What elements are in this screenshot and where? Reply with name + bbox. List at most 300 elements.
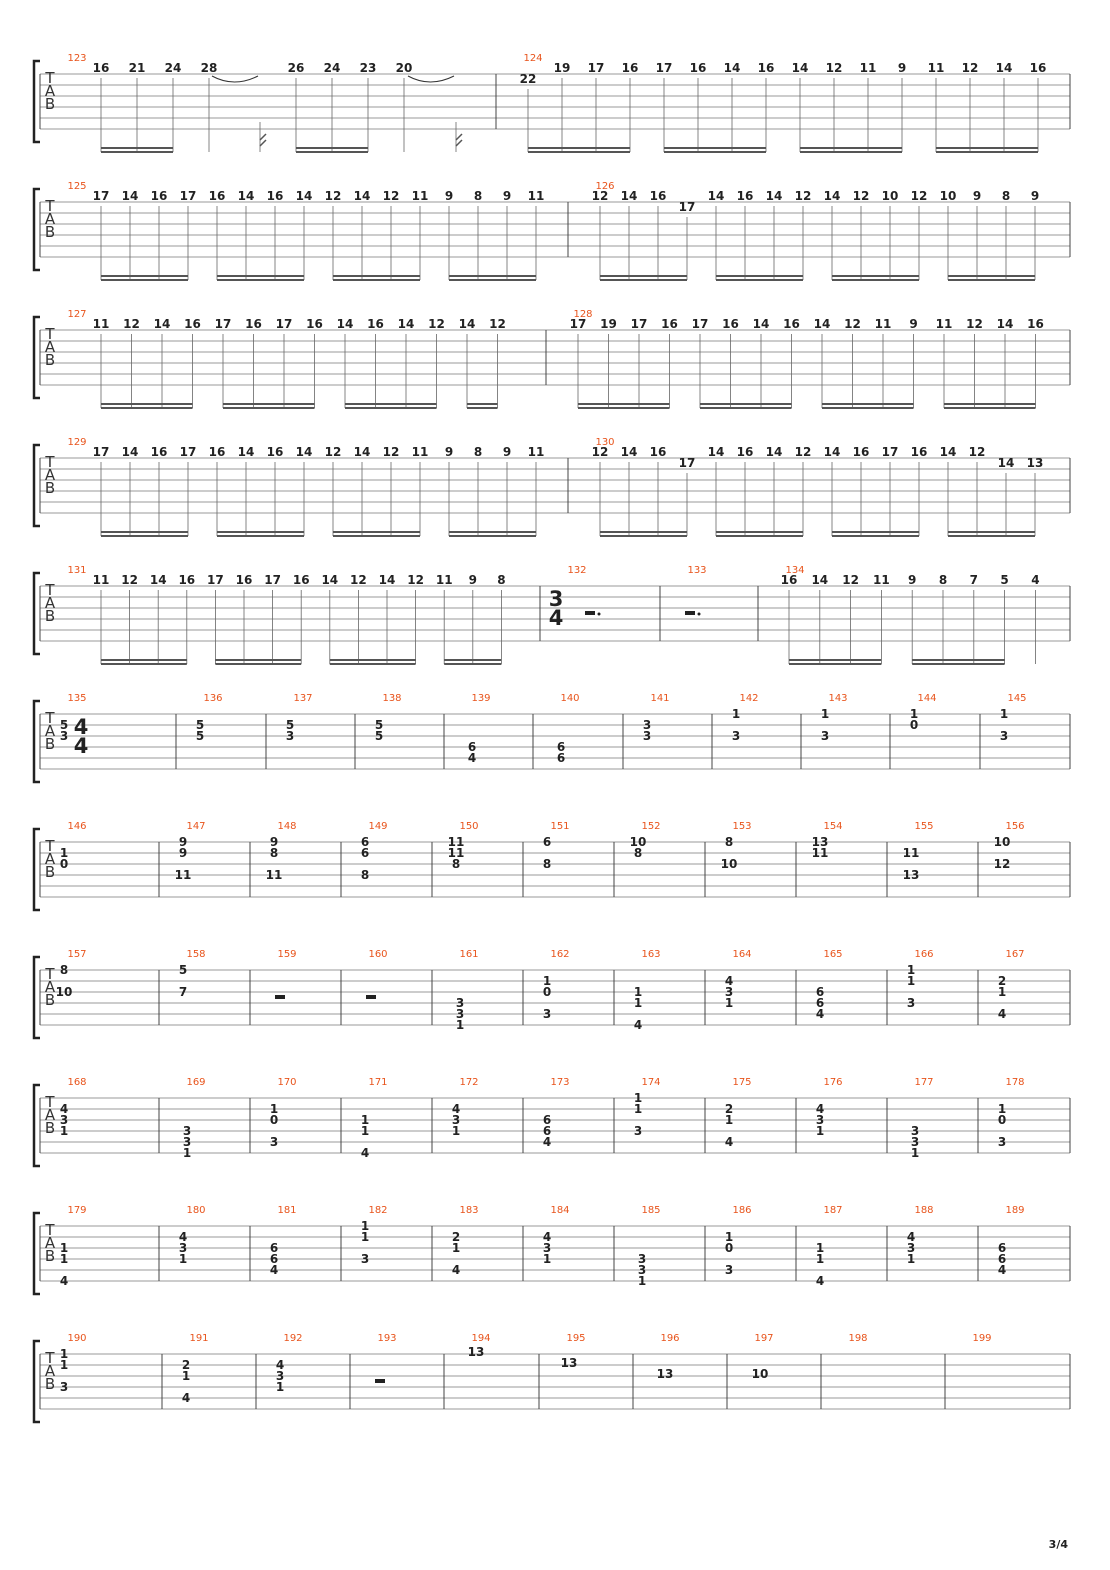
- beam: [700, 403, 792, 405]
- fret-number: 1: [360, 1219, 370, 1233]
- fret-number: 4: [724, 1135, 734, 1149]
- fret-number: 12: [842, 573, 859, 587]
- measure: [183, 1077, 206, 1160]
- beam: [832, 279, 919, 281]
- tab-clef-letter: B: [44, 479, 56, 497]
- measure: [60, 1333, 87, 1394]
- measure-number: 137: [293, 693, 313, 704]
- beam: [944, 407, 1036, 409]
- measure: [452, 1205, 479, 1277]
- measure: [452, 1077, 479, 1138]
- measure: [752, 1333, 774, 1381]
- fret-number: 11: [902, 846, 920, 860]
- fret-number: 26: [287, 61, 305, 75]
- measure-number: 128: [573, 309, 593, 320]
- beam: [215, 663, 301, 665]
- tab-system: [34, 53, 1070, 153]
- system-bracket: [34, 701, 40, 782]
- rest-symbol: [275, 995, 285, 999]
- measure-number: 151: [550, 821, 570, 832]
- time-signature-bottom: 4: [73, 734, 89, 758]
- fret-number: 14: [237, 445, 255, 459]
- beam: [700, 407, 792, 409]
- fret-number: 1: [815, 1124, 825, 1138]
- measure: [634, 949, 661, 1032]
- beam: [217, 535, 304, 537]
- measure-number: 140: [560, 693, 580, 704]
- beam: [600, 279, 687, 281]
- fret-number: 28: [200, 61, 218, 75]
- fret-number: 6: [815, 996, 825, 1010]
- measure-number: 184: [550, 1205, 570, 1216]
- fret-number: 4: [542, 1135, 552, 1149]
- fret-number: 12: [968, 445, 986, 459]
- measure-number: 193: [377, 1333, 397, 1344]
- beam: [948, 279, 1035, 281]
- measure: [361, 1077, 388, 1160]
- tab-clef-letter: A: [44, 338, 56, 356]
- fret-number: 8: [451, 857, 461, 871]
- fret-number: 3: [997, 1135, 1007, 1149]
- measure: [911, 1077, 934, 1160]
- fret-number: 3: [182, 1124, 192, 1138]
- fret-number: 1: [997, 1102, 1007, 1116]
- tab-system: [34, 693, 1070, 782]
- fret-number: 3: [455, 1007, 465, 1021]
- fret-number: 21: [128, 61, 146, 75]
- fret-number: 17: [92, 189, 110, 203]
- measure-number: 180: [186, 1205, 206, 1216]
- system-bracket: [34, 189, 40, 270]
- fret-number: 1: [906, 1252, 916, 1266]
- fret-number: 17: [179, 189, 197, 203]
- measure: [592, 437, 1044, 537]
- beam: [467, 403, 498, 405]
- fret-number: 7: [178, 985, 188, 999]
- fret-number: 10: [55, 985, 73, 999]
- measure-number: 143: [828, 693, 848, 704]
- fret-number: 9: [444, 445, 454, 459]
- beam: [217, 275, 304, 277]
- fret-number: 17: [678, 200, 696, 214]
- measure: [270, 1205, 297, 1277]
- tab-system: [34, 565, 1070, 665]
- measure-number: 132: [567, 565, 587, 576]
- fret-number: 9: [908, 573, 917, 587]
- fret-number: 3: [820, 729, 830, 743]
- beam: [832, 535, 919, 537]
- fret-number: 16: [736, 189, 754, 203]
- fret-number: 3: [633, 1124, 643, 1138]
- tab-clef-letter: A: [44, 722, 56, 740]
- beam: [600, 275, 687, 277]
- fret-number: 12: [123, 317, 140, 331]
- measure-number: 153: [732, 821, 752, 832]
- measure: [266, 821, 297, 882]
- fret-number: 6: [997, 1252, 1007, 1266]
- fret-number: 11: [92, 317, 110, 331]
- fret-number: 2: [997, 974, 1007, 988]
- system-bracket: [34, 445, 40, 526]
- tab-clef-letter: T: [45, 1221, 55, 1239]
- beam: [101, 407, 193, 409]
- measure-number: 149: [368, 821, 388, 832]
- measure: [638, 1205, 661, 1288]
- note-flag: [456, 134, 462, 146]
- fret-number: 16: [184, 317, 201, 331]
- measure-number: 171: [368, 1077, 388, 1088]
- tab-system: [34, 1333, 1070, 1422]
- fret-number: 8: [542, 857, 552, 871]
- beam: [936, 147, 1038, 149]
- measure: [361, 1205, 388, 1266]
- fret-number: 22: [519, 72, 537, 86]
- measure-number: 159: [277, 949, 297, 960]
- measure-number: 150: [459, 821, 479, 832]
- fret-number: 5: [374, 718, 384, 732]
- measure-number: 155: [914, 821, 934, 832]
- fret-number: 16: [245, 317, 262, 331]
- measure: [848, 1333, 867, 1344]
- measure: [816, 1205, 843, 1288]
- beam: [333, 275, 420, 277]
- fret-number: 0: [997, 1113, 1007, 1127]
- measure-number: 183: [459, 1205, 479, 1216]
- measure-number: 178: [1005, 1077, 1025, 1088]
- fret-number: 16: [621, 61, 639, 75]
- measure: [725, 949, 752, 1010]
- measure-number: 195: [566, 1333, 586, 1344]
- tab-clef-letter: T: [45, 965, 55, 983]
- beam: [215, 659, 301, 661]
- fret-number: 1: [542, 1252, 552, 1266]
- measure-number: 187: [823, 1205, 843, 1216]
- measure-number: 188: [914, 1205, 934, 1216]
- measure: [361, 821, 388, 882]
- measure-number: 129: [67, 437, 87, 448]
- fret-number: 1: [360, 1124, 370, 1138]
- fret-number: 14: [765, 445, 783, 459]
- rest-symbol: [366, 995, 376, 999]
- fret-number: 1: [633, 985, 643, 999]
- beam: [101, 535, 188, 537]
- fret-number: 4: [360, 1146, 370, 1160]
- fret-number: 23: [359, 61, 377, 75]
- beam: [822, 407, 914, 409]
- fret-number: 14: [823, 189, 841, 203]
- measure-number: 146: [67, 821, 87, 832]
- fret-number: 14: [295, 445, 313, 459]
- fret-number: 0: [724, 1241, 734, 1255]
- beam: [716, 279, 803, 281]
- fret-number: 12: [794, 189, 812, 203]
- measure: [592, 181, 1040, 281]
- fret-number: 4: [451, 1263, 461, 1277]
- fret-number: 3: [910, 1135, 920, 1149]
- measure: [910, 693, 937, 732]
- measure: [468, 1333, 491, 1359]
- measure-number: 191: [189, 1333, 209, 1344]
- fret-number: 3: [59, 1113, 69, 1127]
- measure: [60, 1205, 87, 1288]
- fret-number: 1: [178, 1252, 188, 1266]
- fret-number: 3: [637, 1252, 647, 1266]
- measure: [67, 53, 462, 153]
- fret-number: 17: [179, 445, 197, 459]
- fret-number: 1: [181, 1369, 191, 1383]
- beam: [296, 147, 368, 149]
- fret-number: 11: [92, 573, 110, 587]
- fret-number: 1: [633, 1091, 643, 1105]
- fret-number: 12: [121, 573, 138, 587]
- measure-number: 138: [382, 693, 402, 704]
- measure-number: 139: [471, 693, 491, 704]
- fret-number: 16: [780, 573, 798, 587]
- measure: [468, 693, 491, 765]
- fret-number: 12: [407, 573, 424, 587]
- fret-number: 14: [996, 317, 1014, 331]
- fret-number: 12: [324, 445, 342, 459]
- measure-number: 154: [823, 821, 843, 832]
- fret-number: 3: [999, 729, 1009, 743]
- fret-number: 1: [182, 1146, 192, 1160]
- beam: [217, 531, 304, 533]
- measure: [816, 1077, 843, 1138]
- measure-number: 164: [732, 949, 752, 960]
- fret-number: 12: [966, 317, 983, 331]
- beam: [822, 403, 914, 405]
- fret-number: 6: [360, 835, 370, 849]
- beam: [101, 659, 187, 661]
- fret-number: 14: [149, 573, 167, 587]
- fret-number: 17: [569, 317, 587, 331]
- fret-number: 4: [906, 1230, 916, 1244]
- fret-number: 14: [995, 61, 1013, 75]
- fret-number: 3: [910, 1124, 920, 1138]
- fret-number: 17: [207, 573, 224, 587]
- fret-number: 1: [59, 1241, 69, 1255]
- fret-number: 12: [591, 189, 609, 203]
- fret-number: 1: [910, 1146, 920, 1160]
- fret-number: 14: [620, 445, 638, 459]
- fret-number: 4: [275, 1358, 285, 1372]
- fret-number: 16: [783, 317, 800, 331]
- fret-number: 12: [489, 317, 506, 331]
- system-bracket: [34, 573, 40, 654]
- tab-clef-letter: A: [44, 1234, 56, 1252]
- fret-number: 14: [378, 573, 396, 587]
- page-number: 3/4: [1048, 1538, 1068, 1551]
- fret-number: 9: [178, 835, 188, 849]
- fret-number: 19: [553, 61, 571, 75]
- fret-number: 16: [1027, 317, 1044, 331]
- beam: [333, 279, 420, 281]
- measure-number: 130: [595, 437, 615, 448]
- fret-number: 5: [1000, 573, 1009, 587]
- measure-number: 135: [67, 693, 87, 704]
- measure: [543, 1077, 570, 1149]
- measure: [175, 821, 206, 882]
- beam: [101, 275, 188, 277]
- fret-number: 17: [275, 317, 293, 331]
- measure-number: 169: [186, 1077, 206, 1088]
- fret-number: 16: [910, 445, 928, 459]
- fret-number: 11: [527, 445, 545, 459]
- measure: [179, 1205, 206, 1266]
- beam: [333, 535, 420, 537]
- fret-number: 8: [360, 868, 370, 882]
- fret-number: 16: [649, 445, 667, 459]
- fret-number: 16: [92, 61, 110, 75]
- time-signature-top: 4: [73, 715, 89, 739]
- measure: [725, 1205, 752, 1277]
- system-bracket: [34, 1213, 40, 1294]
- fret-number: 10: [993, 835, 1011, 849]
- fret-number: 12: [993, 857, 1011, 871]
- measure-number: 181: [277, 1205, 297, 1216]
- fret-number: 1: [59, 846, 69, 860]
- beam: [789, 659, 881, 661]
- measure: [634, 1077, 661, 1138]
- measure: [630, 821, 661, 860]
- fret-number: 8: [938, 573, 948, 587]
- fret-number: 14: [811, 573, 829, 587]
- beam: [449, 535, 536, 537]
- measure-number: 141: [650, 693, 670, 704]
- fret-number: 11: [411, 189, 429, 203]
- beam: [800, 151, 902, 153]
- fret-number: 1: [731, 707, 741, 721]
- fret-number: 11: [811, 846, 829, 860]
- fret-number: 14: [153, 317, 171, 331]
- fret-number: 12: [844, 317, 861, 331]
- measure-number: 161: [459, 949, 479, 960]
- tab-clef-letter: A: [44, 1106, 56, 1124]
- tab-clef-letter: B: [44, 1119, 56, 1137]
- measure-number: 197: [754, 1333, 774, 1344]
- fret-number: 9: [502, 189, 512, 203]
- fret-number: 11: [873, 573, 890, 587]
- tab-clef-letter: A: [44, 466, 56, 484]
- fret-number: 9: [178, 846, 188, 860]
- rest-symbol: [375, 1379, 385, 1383]
- fret-number: 14: [321, 573, 339, 587]
- fret-number: 17: [214, 317, 232, 331]
- measure: [67, 309, 505, 409]
- measure: [543, 1205, 570, 1266]
- measure-number: 196: [660, 1333, 680, 1344]
- rest-symbol: [685, 611, 695, 615]
- measure-number: 175: [732, 1077, 752, 1088]
- fret-number: 4: [997, 1263, 1007, 1277]
- fret-number: 16: [178, 573, 196, 587]
- fret-number: 9: [444, 189, 454, 203]
- tab-clef-letter: A: [44, 210, 56, 228]
- fret-number: 9: [502, 445, 512, 459]
- beam: [600, 535, 687, 537]
- fret-number: 6: [269, 1241, 279, 1255]
- tab-clef-letter: B: [44, 735, 56, 753]
- fret-number: 16: [266, 189, 284, 203]
- beam: [578, 407, 670, 409]
- tab-clef-letter: A: [44, 594, 56, 612]
- measure-number: 189: [1005, 1205, 1025, 1216]
- fret-number: 1: [59, 1347, 69, 1361]
- fret-number: 3: [642, 729, 652, 743]
- fret-number: 1: [909, 707, 919, 721]
- fret-number: 12: [852, 189, 870, 203]
- fret-number: 4: [724, 974, 734, 988]
- measure-number: 176: [823, 1077, 843, 1088]
- measure-number: 162: [550, 949, 570, 960]
- fret-number: 10: [629, 835, 647, 849]
- measure: [816, 949, 843, 1021]
- fret-number: 1: [451, 1241, 461, 1255]
- beam: [296, 151, 368, 153]
- tab-clef-letter: A: [44, 1362, 56, 1380]
- fret-number: 17: [630, 317, 648, 331]
- tab-clef-letter: T: [45, 709, 55, 727]
- fret-number: 3: [285, 729, 295, 743]
- measure: [520, 53, 1047, 153]
- tab-clef-letter: A: [44, 978, 56, 996]
- fret-number: 4: [815, 1274, 825, 1288]
- measure: [907, 1205, 934, 1266]
- fret-number: 16: [208, 445, 226, 459]
- beam: [832, 531, 919, 533]
- fret-number: 11: [265, 868, 283, 882]
- fret-number: 16: [266, 445, 284, 459]
- tab-clef-letter: T: [45, 1093, 55, 1111]
- fret-number: 1: [360, 1230, 370, 1244]
- beam: [345, 407, 437, 409]
- measure: [67, 181, 544, 281]
- measure-number: 148: [277, 821, 297, 832]
- tab-system: [34, 181, 1070, 281]
- beam: [330, 659, 416, 661]
- fret-number: 12: [382, 189, 400, 203]
- fret-number: 6: [542, 1124, 552, 1138]
- measure: [60, 693, 88, 758]
- fret-number: 12: [382, 445, 400, 459]
- system-bracket: [34, 61, 40, 142]
- fret-number: 4: [815, 1102, 825, 1116]
- fret-number: 6: [542, 835, 552, 849]
- fret-number: 10: [720, 857, 738, 871]
- fret-number: 17: [881, 445, 899, 459]
- measure-number: 157: [67, 949, 87, 960]
- tab-clef-letter: B: [44, 223, 56, 241]
- fret-number: 5: [195, 729, 205, 743]
- fret-number: 16: [852, 445, 870, 459]
- measure-number: 165: [823, 949, 843, 960]
- measure-number: 147: [186, 821, 206, 832]
- tab-clef-letter: T: [45, 581, 55, 599]
- fret-number: 3: [542, 1007, 552, 1021]
- beam: [948, 275, 1035, 277]
- system-bracket: [34, 1085, 40, 1166]
- note-flag: [260, 134, 266, 146]
- measure-number: 126: [595, 181, 615, 192]
- system-bracket: [34, 1341, 40, 1422]
- beam: [600, 531, 687, 533]
- fret-number: 7: [969, 573, 978, 587]
- measure: [543, 949, 570, 1021]
- fret-number: 3: [451, 1113, 461, 1127]
- measure-number: 163: [641, 949, 661, 960]
- fret-number: 1: [275, 1380, 285, 1394]
- measure-number: 192: [283, 1333, 303, 1344]
